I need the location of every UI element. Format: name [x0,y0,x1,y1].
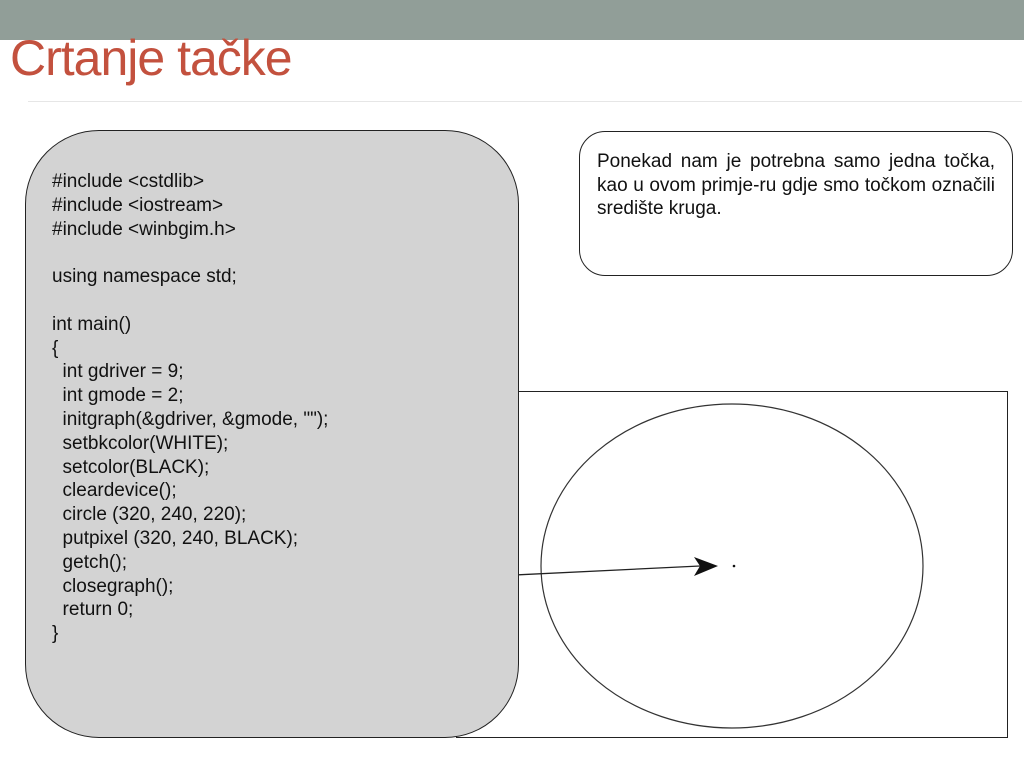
center-pixel [733,565,736,568]
note-text: Ponekad nam je potrebna samo jedna točka, kao u ovom primje-ru gdje smo točkom označili središte kruga. [597,151,995,219]
code-listing: #include <cstdlib> #include <iostream> #include <winbgim.h> using namespace std; int main() { int gdriver = 9; int gmode = 2; initgraph(&gdriver, &gmode, ""); setbkcolor(WHITE); setcolor(BLACK); cleardevice(); circle (320, 240, 220); putpixel (320, 240, BLACK); getch(); closegraph(); return 0; } [52,171,329,645]
drawn-circle [541,404,923,728]
slide-title: Crtanje tačke [10,30,292,86]
